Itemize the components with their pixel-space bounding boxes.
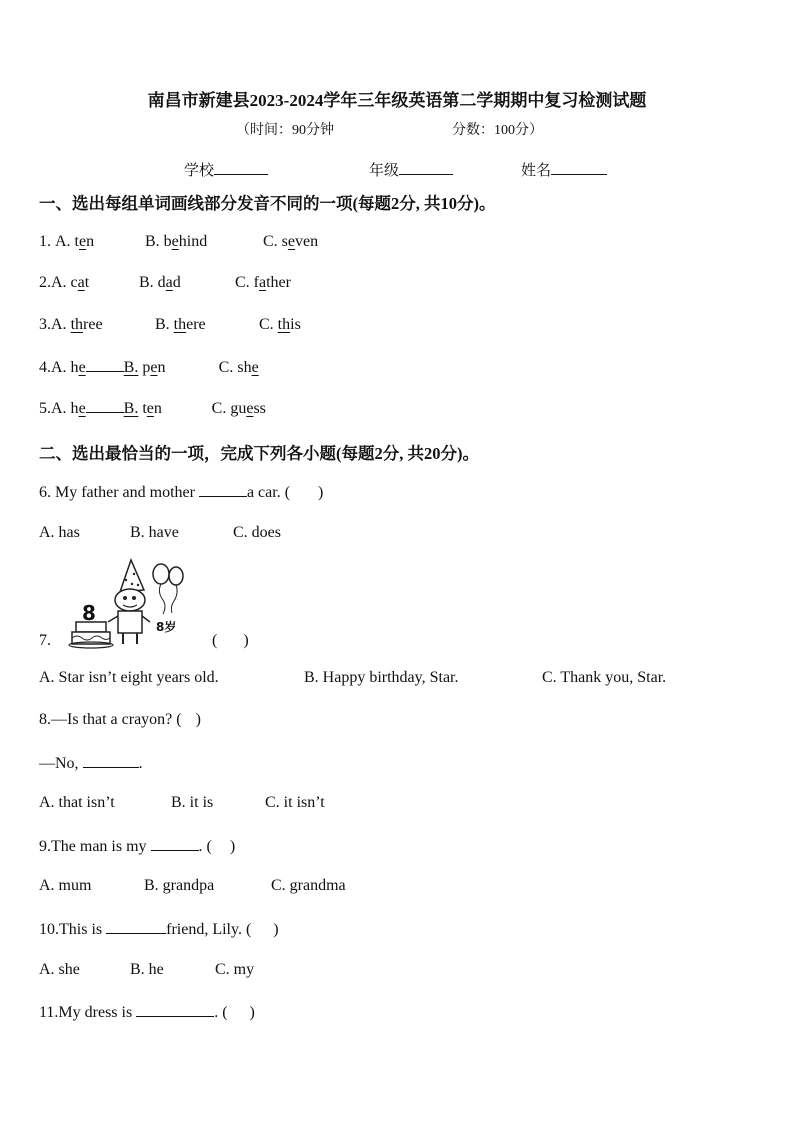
q4-option-b: B. pen	[123, 359, 166, 376]
q10-option-c[interactable]: C. my	[215, 961, 255, 978]
q9-option-c[interactable]: C. grandma	[271, 877, 346, 894]
grade-field	[369, 159, 453, 180]
question-6: 6. My father and mother a car. ( )	[39, 484, 324, 501]
q9-option-a[interactable]: A. mum	[39, 877, 92, 894]
birthday-illustration	[68, 558, 188, 650]
question-5: 5.A. he B. ten C. guess	[39, 400, 266, 417]
q5-option-b: B. ten	[123, 400, 162, 417]
q5-underline	[86, 399, 124, 413]
q2-option-c: C. father	[235, 274, 291, 291]
question-8-reply: —No, .	[39, 755, 143, 772]
school-field	[184, 159, 268, 180]
q10-option-b[interactable]: B. he	[130, 961, 164, 978]
q7-option-a[interactable]: A. Star isn’t eight years old.	[39, 669, 219, 686]
grade-label: 年级	[369, 163, 400, 179]
q2-option-b: B. dad	[139, 274, 181, 291]
q8-option-c[interactable]: C. it isn’t	[265, 794, 325, 811]
q8-options	[39, 794, 325, 812]
name-blank[interactable]	[551, 160, 607, 175]
q9-option-b[interactable]: B. grandpa	[144, 877, 215, 894]
balloon-icon	[169, 567, 183, 585]
question-1: 1. A. ten B. behind C. seven	[39, 233, 319, 250]
q8-answer-blank[interactable]	[83, 753, 139, 768]
question-10: 10.This is friend, Lily. ( )	[39, 921, 279, 938]
q8-option-a[interactable]: A. that isn’t	[39, 794, 115, 811]
question-3: 3.A. three B. there C. this	[39, 316, 301, 333]
q4-underline	[86, 358, 124, 372]
q2-option-a: A. cat	[51, 274, 90, 291]
age-tag: 8岁	[156, 620, 177, 634]
question-11: 11.My dress is . ( )	[39, 1004, 255, 1021]
q6-answer-blank[interactable]	[199, 482, 247, 497]
exam-time: （时间：90分钟	[236, 123, 334, 138]
q3-option-b: B. there	[155, 316, 206, 333]
q10-option-a[interactable]: A. she	[39, 961, 80, 978]
q7-option-c[interactable]: C. Thank you, Star.	[542, 669, 667, 686]
q3-option-a: A. three	[51, 316, 103, 333]
q6-option-c[interactable]: C. does	[233, 524, 281, 541]
balloon-icon	[153, 564, 169, 584]
q5-option-c: C. guess	[211, 400, 266, 417]
name-label: 姓名	[521, 163, 552, 179]
grade-blank[interactable]	[399, 160, 453, 175]
school-blank[interactable]	[214, 160, 268, 175]
q10-options	[39, 961, 254, 979]
question-4: 4.A. he B. pen C. she	[39, 359, 259, 376]
q7-options	[39, 669, 666, 687]
question-2: 2.A. cat B. dad C. father	[39, 274, 291, 291]
section1-heading: 一、选出每组单词画线部分发音不同的一项(每题2分, 共10分)。	[39, 194, 496, 213]
q9-answer-blank[interactable]	[151, 836, 199, 851]
q1-option-c: C. seven	[263, 233, 319, 250]
q4-option-c: C. she	[218, 359, 259, 376]
q10-answer-blank[interactable]	[106, 919, 166, 934]
section2-heading: 二、选出最恰当的一项，完成下列各小题(每题2分, 共20分)。	[39, 444, 479, 463]
q7-answer-paren[interactable]: ( )	[212, 632, 249, 649]
q1-option-b: B. behind	[145, 233, 208, 250]
q4-option-a: A. he	[51, 359, 86, 376]
q9-options	[39, 877, 346, 895]
q1-option-a: A. ten	[55, 233, 95, 250]
page-title: 南昌市新建县2023-2024学年三年级英语第二学期期中复习检测试题	[147, 91, 647, 110]
q8-option-b[interactable]: B. it is	[171, 794, 214, 811]
party-hat-icon	[120, 560, 144, 592]
exam-score: 分数：100分）	[452, 123, 543, 138]
question-9: 9.The man is my . ( )	[39, 838, 236, 855]
q3-option-c: C. this	[259, 316, 301, 333]
question-8: 8.—Is that a crayon? ( )	[39, 711, 201, 728]
cake-number: 8	[82, 601, 96, 625]
name-field	[521, 159, 607, 180]
q6-option-a[interactable]: A. has	[39, 524, 80, 541]
child-figure	[118, 611, 142, 633]
q6-options	[39, 524, 281, 542]
q11-answer-blank[interactable]	[136, 1002, 214, 1017]
school-label: 学校	[184, 163, 215, 179]
q5-option-a: A. he	[51, 400, 86, 417]
q6-option-b[interactable]: B. have	[130, 524, 179, 541]
q7-option-b[interactable]: B. Happy birthday, Star.	[304, 669, 459, 686]
question-7-number: 7.	[39, 632, 51, 649]
